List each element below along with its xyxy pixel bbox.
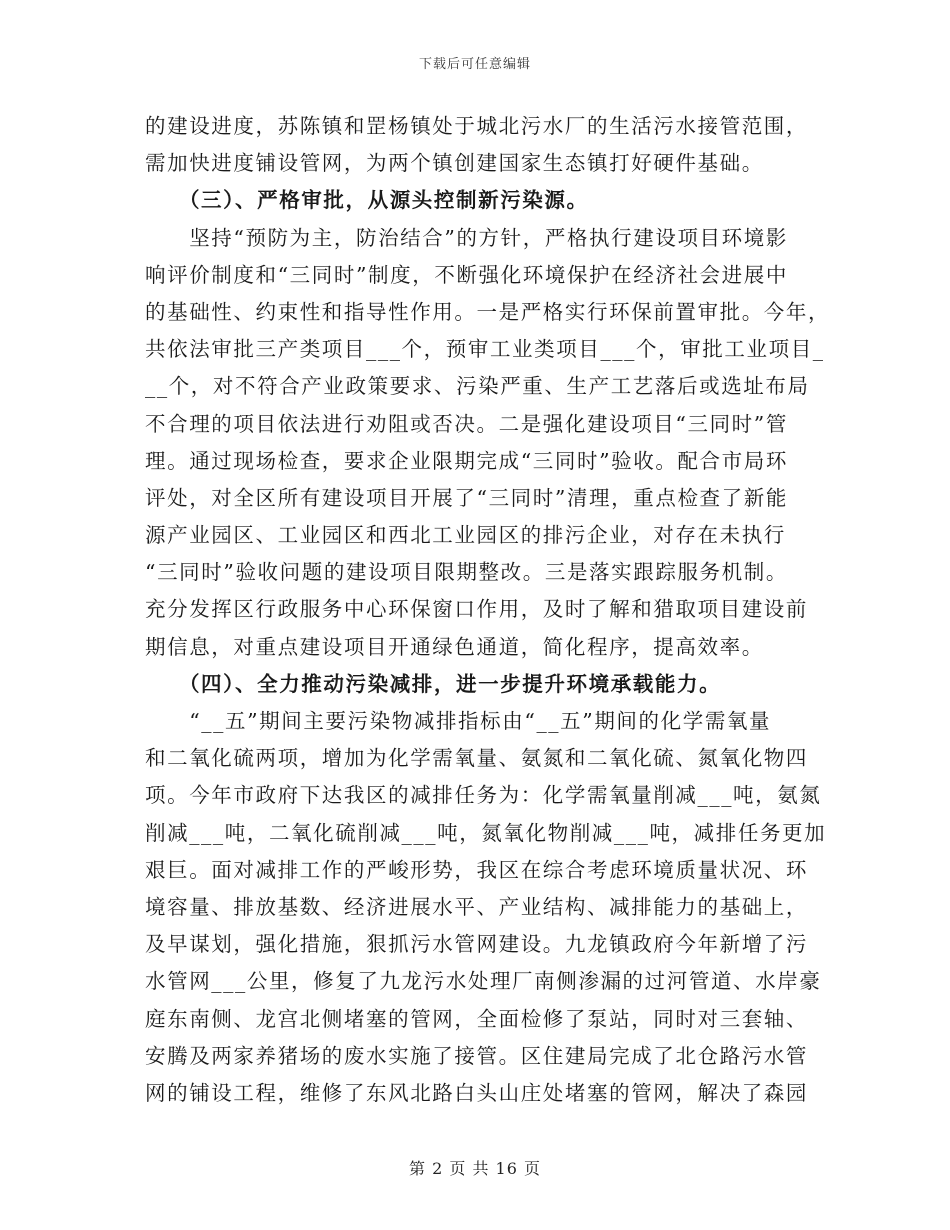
text-line: “三同时”验收问题的建设项目限期整改。三是落实跟踪服务机制。 [145,560,788,585]
text-line: 及早谋划，强化措施，狠抓污水管网建设。九龙镇政府今年新增了污 [145,932,808,957]
document-body [145,108,831,1112]
text-line: 庭东南侧、龙宫北侧堵塞的管网，全面检修了泵站，同时对三套轴、 [145,1006,808,1031]
section-heading-3: （三）、严格审批，从源头控制新污染源。 [145,188,589,213]
page-footer: 第 2 页 共 16 页 [409,1159,541,1178]
section-heading-4: （四）、全力推动污染减排，进一步提升环境承载能力。 [145,671,722,696]
text-line: 网的铺设工程，维修了东风北路白头山庄处堵塞的管网，解决了森园 [145,1080,808,1105]
text-line: “__五”期间主要污染物减排指标由“__五”期间的化学需氧量 [145,709,772,733]
text-line: 的基础性、约束性和指导性作用。一是严格实行环保前置审批。今年， [145,299,831,324]
text-line: __个，对不符合产业政策要求、污染严重、生产工艺落后或选址布局 [145,374,810,399]
text-line: 理。通过现场检查，要求企业限期完成“三同时”验收。配合市局环 [145,448,788,473]
text-line: 项。今年市政府下达我区的减排任务为：化学需氧量削减___吨，氨氮 [145,783,822,808]
text-line: 期信息，对重点建设项目开通绿色通道，简化程序，提高效率。 [145,634,764,659]
text-line: 不合理的项目依法进行劝阻或否决。二是强化建设项目“三同时”管 [145,411,788,436]
text-line: 削减___吨，二氧化硫削减___吨，氮氧化物削减___吨，减排任务更加 [145,820,827,845]
text-line: 评处，对全区所有建设项目开展了“三同时”清理，重点检查了新能 [145,485,788,510]
text-line: 艰巨。面对减排工作的严峻形势，我区在综合考虑环境质量状况、环 [145,857,808,882]
text-line: 充分发挥区行政服务中心环保窗口作用，及时了解和猎取项目建设前 [145,597,808,622]
text-line: 水管网___公里，修复了九龙污水处理厂南侧渗漏的过河管道、水岸豪 [145,969,822,994]
text-line: 响评价制度和“三同时”制度，不断强化环境保护在经济社会进展中 [145,262,788,287]
text-line: 安腾及两家养猪场的废水实施了接管。区住建局完成了北仓路污水管 [145,1043,808,1068]
text-line: 境容量、排放基数、经济进展水平、产业结构、减排能力的基础上， [145,894,808,919]
text-line: 的建设进度，苏陈镇和罡杨镇处于城北污水厂的生活污水接管范围， [145,114,808,138]
text-line: 坚持“预防为主，防治结合”的方针，严格执行建设项目环境影 [145,225,788,250]
text-line: 共依法审批三产类项目___个，预审工业类项目___个，审批工业项目_ [145,337,825,362]
text-line: 源产业园区、工业园区和西北工业园区的排污企业，对存在未执行 [145,523,786,548]
text-line: 需加快进度铺设管网，为两个镇创建国家生态镇打好硬件基础。 [145,151,764,176]
text-line: 和二氧化硫两项，增加为化学需氧量、氨氮和二氧化硫、氮氧化物四 [145,746,808,771]
page-header: 下载后可任意编辑 [418,57,531,72]
